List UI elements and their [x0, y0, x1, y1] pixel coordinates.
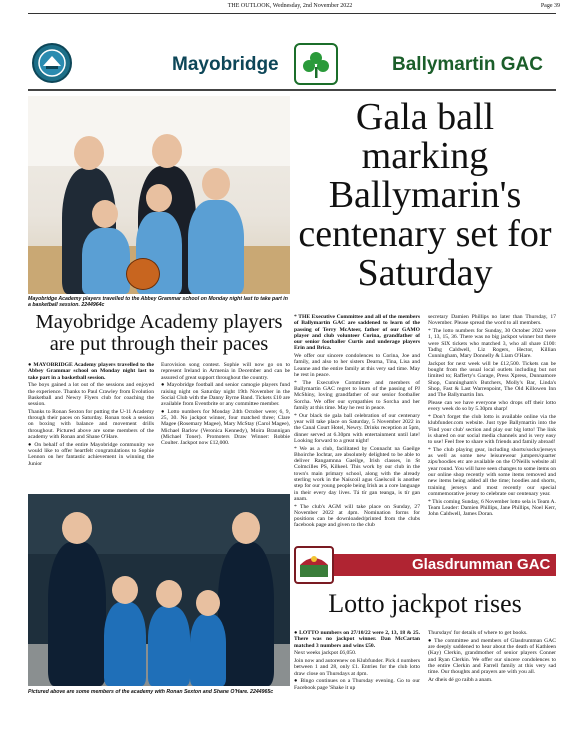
academy-boxing-photo: [28, 494, 290, 686]
ballymartin-crest-icon: [294, 43, 338, 85]
mayobridge-column-2: Eurovision song contest. Sophie will now go on to represent Ireland in Armenia in December and can be assured of great support throughout the country. ● Mayobridge football and senior camogie players fund raising night on Saturday night 19th November in the Social Club with the Danny Byrne Band. Tickets £10 are available from Eventbrite or any committee member. ● Lotto numbers for Monday 24th October were; 6, 9, 25, 30. No jackpot winner, four matched three; Clare Magee (Rosemary Magee), Mary McStay (Carol Magee), Michael Barlow (Veronica Kennedy), Moira Brannigan (Michael Toner). Promoters Draw Winner: Robbie Coulter. Jackpot now £12,000.: [161, 362, 290, 447]
mayobridge-crest-icon: [32, 43, 72, 83]
ballymartin-column-1: * THE Executive Committee and all of the members of Ballymartin GAC are saddened to learn of the passing of Terry McAteer, father of our GAMO player and club volunteer Corina, grandfather of our senior footballer Curtis and underage players Erin and Brica. We offer our sincere condolences to Corina, Joe and family, and also to her sisters Dearna, Tina, Lisa and Leanne and the entire family at this very sad time. May he rest in peace. * The Executive Committee and members of Ballymartin GAC regret to learn of the passing of PJ McShiny, loving grandfather of our senior footballer Sorcha. We offer our sympathies to Sorcha and her family at this time. May he rest in peace. * Our black tie gala ball celebration of our centenary year will take place on Saturday, 5 November 2022 in the Canal Court Hotel, Newry. Drinks reception at 5pm, dinner served at 6.30pm with entertainment until late! Looking forward to a great night! * We as a club, facilitated by Connacht na Gaeilge Bhoirche Iochtar, are absolutely delighted to be able to deliver Rangamnna Gaeilge, Irish classes, in St Colmcilles PS, Kilkeel. This work by our club in the town's main primary school, along with the already sterling work in the Naíscoil agus Gaelscoil is another step for our young people being Irish as a core language in their every day lives. Tá tír gan teanga, is tír gan anam. * The club's AGM will take place on Sunday, 27 November 2022 at 4pm. Nomination forms for positions can be downloaded/printed from the clubs facebook page and given to the club: [294, 314, 420, 529]
photo-caption-2: Pictured above are some members of the academy with Ronan Sexton and Shane O'Hare. 2244965c: [28, 689, 274, 695]
page-header: [0, 0, 580, 14]
mayobridge-club-name: Mayobridge: [172, 54, 279, 75]
mayobridge-headline: Mayobridge Academy players are put through their paces: [35, 311, 283, 355]
glasdrumman-headline: Lotto jackpot rises: [328, 589, 522, 618]
mayobridge-banner: [28, 43, 290, 85]
basketball-icon: [126, 258, 160, 290]
ballymartin-club-name: Ballymartin GAC: [392, 54, 543, 75]
glasdrumman-banner: [294, 546, 556, 584]
glasdrumman-column-1: ● LOTTO numbers on 27/10/22 were 2, 13, 18 & 25. There was no jackpot winner. Dan McCartan matched 3 numbers and wins £50. Next weeks jackpot £6,050. Join now and autorenew on Klubfunder. Pick 4 numbers between 1 and 28, only £1. Entries for the club lotto draw close on Thursdays at 4pm. ● Bingo continues on a Thursday evening. Go to our Facebook page 'Shake it up: [294, 630, 420, 691]
mayobridge-column-1: ● MAYOBRIDGE Academy players travelled to the Abbey Grammar school on Monday night last to take part in a basketball session. The boys gained a lot out of the sessions and enjoyed the experience. Thanks to Paul Crawley from Evolution Basketball and Newry Flyers club for coaching the session. Thanks to Ronan Sexton for putting the U-11 Academy through their paces on Saturday. Ronan took a session on boxing with balance and movement drills throughout. Pictured above are some members of the academy with Ronan and Shane O'Hare. ● On behalf of the entire Mayobridge community we would like to offer heartfelt congratulations to Sophie Lennon on her fantastic achievement in winning the Junior: [28, 362, 154, 467]
photo-caption-1: Mayobridge Academy players travelled to the Abbey Grammar school on Monday night last to take part in a basketball session. 2244964c: [28, 296, 288, 308]
masthead: THE OUTLOOK, Wednesday, 2nd November 2022: [227, 3, 353, 9]
basketball-photo: [28, 96, 290, 294]
header-rule: [28, 13, 556, 14]
page-number: Page 39: [540, 3, 560, 9]
ballymartin-banner: [294, 43, 556, 85]
ballymartin-column-2: secretary Damien Phillips no later than Thursday, 17 November. Please spread the word to all members. * The lotto numbers for Sunday, 30 October 2022 were 1, 13, 15, 36. There was no big jackpot winner but there were SIX tickets who matched 3, who all share £100: Tadhg Caldwell, Liz Rogers, Hector, Killian Cunningham, Mary Donnelly & Liam O'Hare. Jackpot for next week will be £12,500. Tickets can be bought from the usual local outlets including but not limited to; Rafferty's Garage, Press Xpress, Dunnamore Shop, Cunningham's Butchers, Molly's Bar, Linda's Shop, Fast & Last Warrenpoint, The Old Killowen Inn and The Ballymartin Inn. Please can we have everyone who drops off their lotto every week do so by 5.30pm sharp! * Don't forget the club lotto is available online via the klubfunder.com website. Just type Ballymartin into the 'Find your club' section and play our big lotto! The link is shared on our social media channels and is very easy to use! Feel free to share with friends and family abroad! * The club playing gear, including shorts/socks/jerseys as well as some new leisurewear jumpers/quarter zips/hoodies etc are available on the O'Neills website all year round. You will have seen changes to some items on our online shop recently with some items removed and new items being added all the time; hoodies and shorts, training jerseys and most recently our special commemorative jersey to celebrate our centenary year. * This coming Sunday, 6 November lotto sela is Team A. Team Leader: Damien Phillips, Jane Phillips, Noel Kerr, John Caldwell, James Doran.: [428, 314, 556, 518]
glasdrumman-club-name: Glasdrumman GAC: [412, 556, 551, 573]
glasdrumman-column-2: Thursdays' for details of where to get books. ● The committee and members of Glasdrumman GAC are deeply saddened to hear about the death of Kathleen (Kay) Clerkin, grandmother of senior players Conner and Ryan Clerkin. We offer our sincere condolences to the entire Clerkin and Farrell family at this very sad time. Our thoughts and prayers are with you all. Ar dheis dé go raibh a anam.: [428, 630, 556, 683]
banner-rule: [28, 89, 556, 91]
ballymartin-headline: Gala ball marking Ballymarin's centenary set for Saturday: [298, 96, 552, 294]
glasdrumman-crest-icon: [294, 546, 334, 584]
